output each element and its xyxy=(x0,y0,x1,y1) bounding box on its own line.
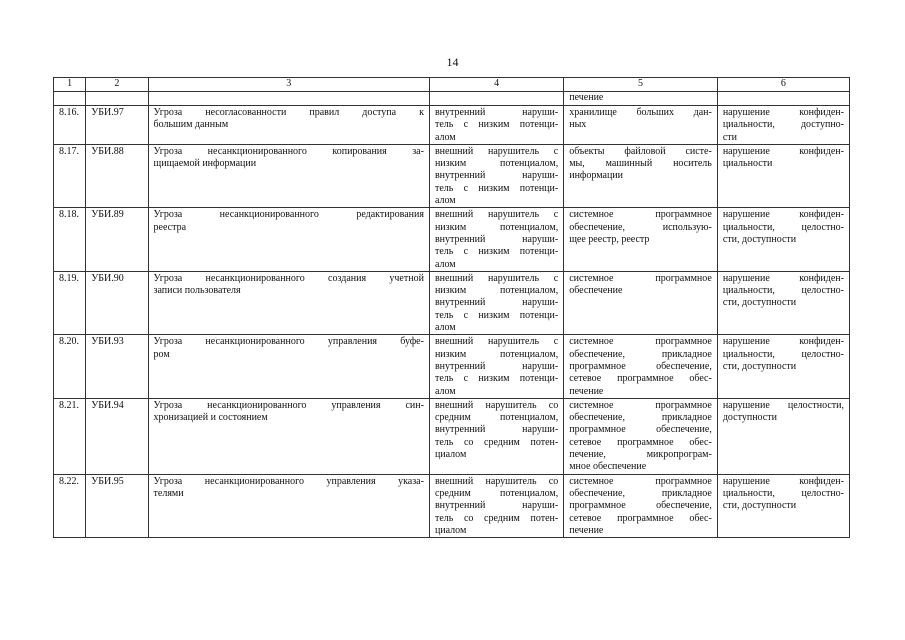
cell-line: доступности xyxy=(722,412,777,424)
threat-code: УБИ.90 xyxy=(86,271,148,334)
threat-name xyxy=(148,271,429,334)
cell-line: низким потенциалом, xyxy=(434,158,559,170)
header-col-4: 4 xyxy=(429,78,563,92)
cell-line: сетевое программное обес- xyxy=(569,436,712,448)
row-number: 8.22. xyxy=(54,474,86,537)
objects-cell xyxy=(564,208,718,271)
threats-table xyxy=(53,77,850,538)
cell-line: внутренний наруши- xyxy=(434,297,559,309)
row-number: 8.16. xyxy=(54,106,86,145)
cell-line: Угроза несанкционированного копирования за- xyxy=(153,145,424,157)
violator-cell xyxy=(429,474,563,537)
objects-cell xyxy=(564,335,718,398)
cell-line: сти xyxy=(722,131,737,143)
cell-line: циальности, целостно- xyxy=(722,487,844,499)
cell-line: печение xyxy=(569,524,604,536)
continuation-cell-2 xyxy=(86,92,148,106)
threat-name xyxy=(148,106,429,145)
table-row xyxy=(54,398,850,474)
cell-line: алом xyxy=(434,322,456,334)
violator-cell xyxy=(429,398,563,474)
continuation-cell-6 xyxy=(717,92,849,106)
threat-code: УБИ.97 xyxy=(86,106,148,145)
cell-line: Угроза несанкционированного управления указа- xyxy=(153,475,424,487)
cell-line: сетевое программное обес- xyxy=(569,512,712,524)
objects-cell xyxy=(564,474,718,537)
cell-line: внешний нарушитель со xyxy=(434,399,559,411)
cell-line: тель со средним потен- xyxy=(434,512,559,524)
cell-line: телями xyxy=(153,487,184,499)
cell-line: печение, микропрограм- xyxy=(569,449,712,461)
cell-line: обеспечение, использую- xyxy=(569,221,712,233)
threat-name xyxy=(148,335,429,398)
consequences-cell xyxy=(717,208,849,271)
cell-line: циальности, целостно- xyxy=(722,221,844,233)
cell-line: нарушение конфиден- xyxy=(722,145,844,157)
header-col-2: 2 xyxy=(86,78,148,92)
cell-line: системное программное xyxy=(569,336,712,348)
cell-line: тель со средним потен- xyxy=(434,436,559,448)
header-col-6: 6 xyxy=(717,78,849,92)
cell-line: Угроза несанкционированного создания учетной xyxy=(153,272,424,284)
consequences-cell xyxy=(717,144,849,207)
cell-line: тель с низким потенци- xyxy=(434,373,559,385)
cell-line: алом xyxy=(434,385,456,397)
cell-line: внутренний наруши- xyxy=(434,424,559,436)
cell-line: реестра xyxy=(153,221,187,233)
cell-line: хронизацией и состоянием xyxy=(153,412,268,424)
cell-line: ных xyxy=(569,119,587,131)
threat-code: УБИ.88 xyxy=(86,144,148,207)
cell-line: обеспечение xyxy=(569,285,623,297)
objects-cell xyxy=(564,271,718,334)
cell-line: Угроза несанкционированного управления син- xyxy=(153,399,424,411)
cell-line: программное обеспечение, xyxy=(569,360,712,372)
continuation-cell-5: печение xyxy=(564,92,718,106)
consequences-cell xyxy=(717,271,849,334)
consequences-cell xyxy=(717,398,849,474)
continuation-cell-4 xyxy=(429,92,563,106)
header-col-3: 3 xyxy=(148,78,429,92)
cell-line: системное программное xyxy=(569,399,712,411)
cell-line: сти, доступности xyxy=(722,500,797,512)
cell-line: низким потенциалом, xyxy=(434,285,559,297)
continuation-cell-3 xyxy=(148,92,429,106)
cell-line: обеспечение, прикладное xyxy=(569,348,712,360)
table-row xyxy=(54,271,850,334)
objects-cell xyxy=(564,398,718,474)
cell-line: записи пользователя xyxy=(153,285,241,297)
consequences-cell xyxy=(717,474,849,537)
cell-line: внешний нарушитель с xyxy=(434,336,559,348)
page-number: 14 xyxy=(446,55,459,69)
cell-line: циальности, целостно- xyxy=(722,348,844,360)
consequences-cell xyxy=(717,335,849,398)
violator-cell xyxy=(429,335,563,398)
cell-line: нарушение конфиден- xyxy=(722,209,844,221)
cell-line: сти, доступности xyxy=(722,297,797,309)
row-number: 8.21. xyxy=(54,398,86,474)
cell-line: внутренний наруши- xyxy=(434,170,559,182)
cell-line: внутренний наруши- xyxy=(434,360,559,372)
threat-name xyxy=(148,144,429,207)
table-row xyxy=(54,208,850,271)
cell-line: хранилище больших дан- xyxy=(569,107,712,118)
header-col-5: 5 xyxy=(564,78,718,92)
cell-line: нарушение конфиден- xyxy=(722,475,844,487)
cell-line: тель с низким потенци- xyxy=(434,182,559,194)
cell-line: алом xyxy=(434,195,456,207)
cell-line: нарушение целостности, xyxy=(722,399,844,411)
row-number: 8.18. xyxy=(54,208,86,271)
cell-line: низким потенциалом, xyxy=(434,348,559,360)
cell-line: тель с низким потенци- xyxy=(434,119,559,131)
cell-line: мное обеспечение xyxy=(569,461,647,473)
violator-cell xyxy=(429,271,563,334)
violator-cell xyxy=(429,208,563,271)
cell-line: тель с низким потенци- xyxy=(434,246,559,258)
cell-line: внутренний наруши- xyxy=(434,233,559,245)
cell-line: ром xyxy=(153,348,170,360)
threat-name xyxy=(148,474,429,537)
cell-line: большим данным xyxy=(153,119,229,131)
cell-line: щищаемой информации xyxy=(153,158,257,170)
threat-name xyxy=(148,208,429,271)
cell-line: низким потенциалом, xyxy=(434,221,559,233)
table-row xyxy=(54,144,850,207)
threat-code: УБИ.89 xyxy=(86,208,148,271)
row-number: 8.19. xyxy=(54,271,86,334)
cell-line: внешний нарушитель с xyxy=(434,145,559,157)
cell-line: объекты файловой систе- xyxy=(569,145,712,157)
cell-line: внутренний наруши- xyxy=(434,107,559,118)
cell-line: мы, машинный носитель xyxy=(569,158,712,170)
cell-line: информации xyxy=(569,170,624,182)
cell-line: внешний нарушитель с xyxy=(434,272,559,284)
cell-line: циальности, доступно- xyxy=(722,119,844,131)
cell-line: сетевое программное обес- xyxy=(569,373,712,385)
table-header-row xyxy=(54,78,850,92)
objects-cell xyxy=(564,144,718,207)
cell-line: средним потенциалом, xyxy=(434,412,559,424)
cell-line: Угроза несанкционированного редактирования xyxy=(153,209,424,221)
cell-line: внешний нарушитель со xyxy=(434,475,559,487)
table-row xyxy=(54,106,850,145)
cell-line: алом xyxy=(434,258,456,270)
threat-code: УБИ.93 xyxy=(86,335,148,398)
threat-code: УБИ.94 xyxy=(86,398,148,474)
cell-line: тель с низким потенци- xyxy=(434,309,559,321)
cell-line: циалом xyxy=(434,449,467,461)
cell-line: сти, доступности xyxy=(722,360,797,372)
cell-line: внешний нарушитель с xyxy=(434,209,559,221)
threat-name xyxy=(148,398,429,474)
consequences-cell xyxy=(717,106,849,145)
cell-line: циальности, целостно- xyxy=(722,285,844,297)
cell-line: нарушение конфиден- xyxy=(722,272,844,284)
violator-cell xyxy=(429,106,563,145)
row-number: 8.20. xyxy=(54,335,86,398)
cell-line: программное обеспечение, xyxy=(569,424,712,436)
cell-line: циальности xyxy=(722,158,773,170)
cell-line: обеспечение, прикладное xyxy=(569,487,712,499)
cell-line: системное программное xyxy=(569,475,712,487)
table-row xyxy=(54,335,850,398)
cell-line: циалом xyxy=(434,524,467,536)
cell-line: внутренний наруши- xyxy=(434,500,559,512)
violator-cell xyxy=(429,144,563,207)
cell-line: Угроза несанкционированного управления буфе- xyxy=(153,336,424,348)
cell-line: средним потенциалом, xyxy=(434,487,559,499)
cell-line: системное программное xyxy=(569,272,712,284)
objects-cell xyxy=(564,106,718,145)
cell-line: алом xyxy=(434,131,456,143)
cell-line: программное обеспечение, xyxy=(569,500,712,512)
cell-line: печение xyxy=(569,385,604,397)
header-col-1: 1 xyxy=(54,78,86,92)
cell-line: нарушение конфиден- xyxy=(722,336,844,348)
threat-code: УБИ.95 xyxy=(86,474,148,537)
cell-line: щее реестр, реестр xyxy=(569,233,650,245)
cell-line: системное программное xyxy=(569,209,712,221)
table-row xyxy=(54,474,850,537)
cell-line: Угроза несогласованности правил доступа к xyxy=(153,107,424,118)
cell-line: обеспечение, прикладное xyxy=(569,412,712,424)
continuation-cell-1 xyxy=(54,92,86,106)
cell-line: сти, доступности xyxy=(722,233,797,245)
row-number: 8.17. xyxy=(54,144,86,207)
cell-line: нарушение конфиден- xyxy=(722,107,844,118)
continuation-row xyxy=(54,92,850,106)
